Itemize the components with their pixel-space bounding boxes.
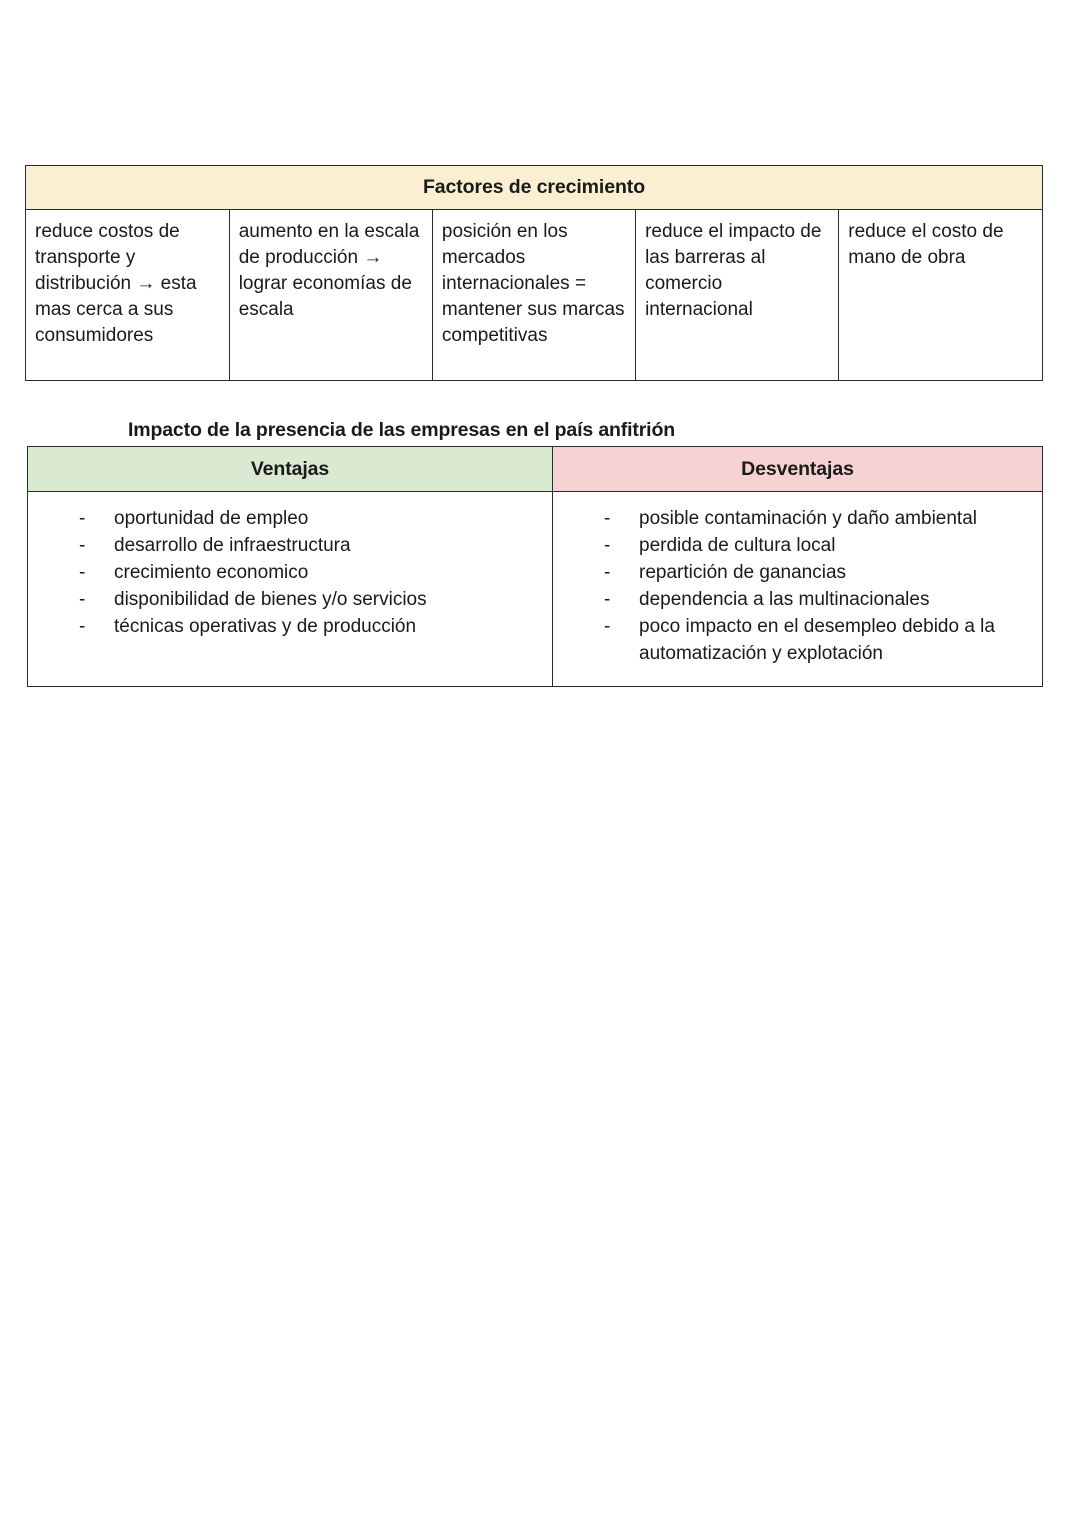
dash-marker-icon: - (604, 589, 611, 610)
advantages-header: Ventajas (28, 447, 553, 492)
list-item-label: repartición de ganancias (639, 562, 847, 583)
list-item-label: disponibilidad de bienes y/o servicios (114, 589, 427, 610)
dash-marker-icon: - (604, 508, 611, 529)
list-item-label: poco impacto en el desempleo debido a la automatización y explotación (639, 616, 995, 664)
dash-marker-icon: - (79, 589, 86, 610)
impact-body-row (28, 492, 1042, 686)
list-item (38, 506, 542, 533)
dash-marker-icon: - (79, 616, 86, 637)
list-item (38, 560, 542, 587)
list-item-label: perdida de cultura local (639, 535, 836, 556)
impact-section-title: Impacto de la presencia de las empresas en el país anfitrión (128, 419, 675, 441)
growth-factors-header-title: Factores de crecimiento (26, 166, 1042, 210)
list-item-label: técnicas operativas y de producción (114, 616, 417, 637)
list-item-label: posible contaminación y daño ambiental (639, 508, 977, 529)
list-item (563, 614, 1032, 667)
impact-header-row (28, 447, 1042, 492)
list-item (563, 506, 1032, 533)
growth-factors-grid (26, 166, 1042, 380)
growth-factor-cell-3: posición en los mercados internacionales = mantener sus marcas competitivas (432, 210, 635, 380)
growth-factor-cell-2: aumento en la escala de producción → lograr economías de escala (229, 210, 432, 380)
dash-marker-icon: - (79, 562, 86, 583)
impact-table (27, 446, 1043, 687)
growth-factor-cell-4: reduce el impacto de las barreras al comercio internacional (636, 210, 839, 380)
list-item (38, 533, 542, 560)
list-item (38, 614, 542, 641)
list-item (563, 560, 1032, 587)
advantages-cell (28, 492, 553, 686)
dash-marker-icon: - (79, 508, 86, 529)
disadvantages-header: Desventajas (553, 447, 1043, 492)
list-item-label: oportunidad de empleo (114, 508, 309, 529)
growth-factor-cell-1: reduce costos de transporte y distribución → esta mas cerca a sus consumidores (35, 221, 197, 346)
disadvantages-cell (553, 492, 1043, 686)
dash-marker-icon: - (79, 535, 86, 556)
growth-factors-body-row (26, 210, 1042, 380)
list-item-label: desarrollo de infraestructura (114, 535, 351, 556)
growth-factor-cell-5: reduce el costo de mano de obra (839, 210, 1042, 380)
dash-marker-icon: - (604, 562, 611, 583)
list-item-label: crecimiento economico (114, 562, 309, 583)
list-item (38, 587, 542, 614)
list-item-label: dependencia a las multinacionales (639, 589, 930, 610)
impact-grid (28, 447, 1042, 686)
list-item (563, 587, 1032, 614)
advantages-list (38, 506, 542, 641)
dash-marker-icon: - (604, 616, 611, 637)
growth-factors-header-row (26, 166, 1042, 210)
list-item (563, 533, 1032, 560)
disadvantages-list (563, 506, 1032, 667)
growth-factors-table (25, 165, 1043, 381)
dash-marker-icon: - (604, 535, 611, 556)
